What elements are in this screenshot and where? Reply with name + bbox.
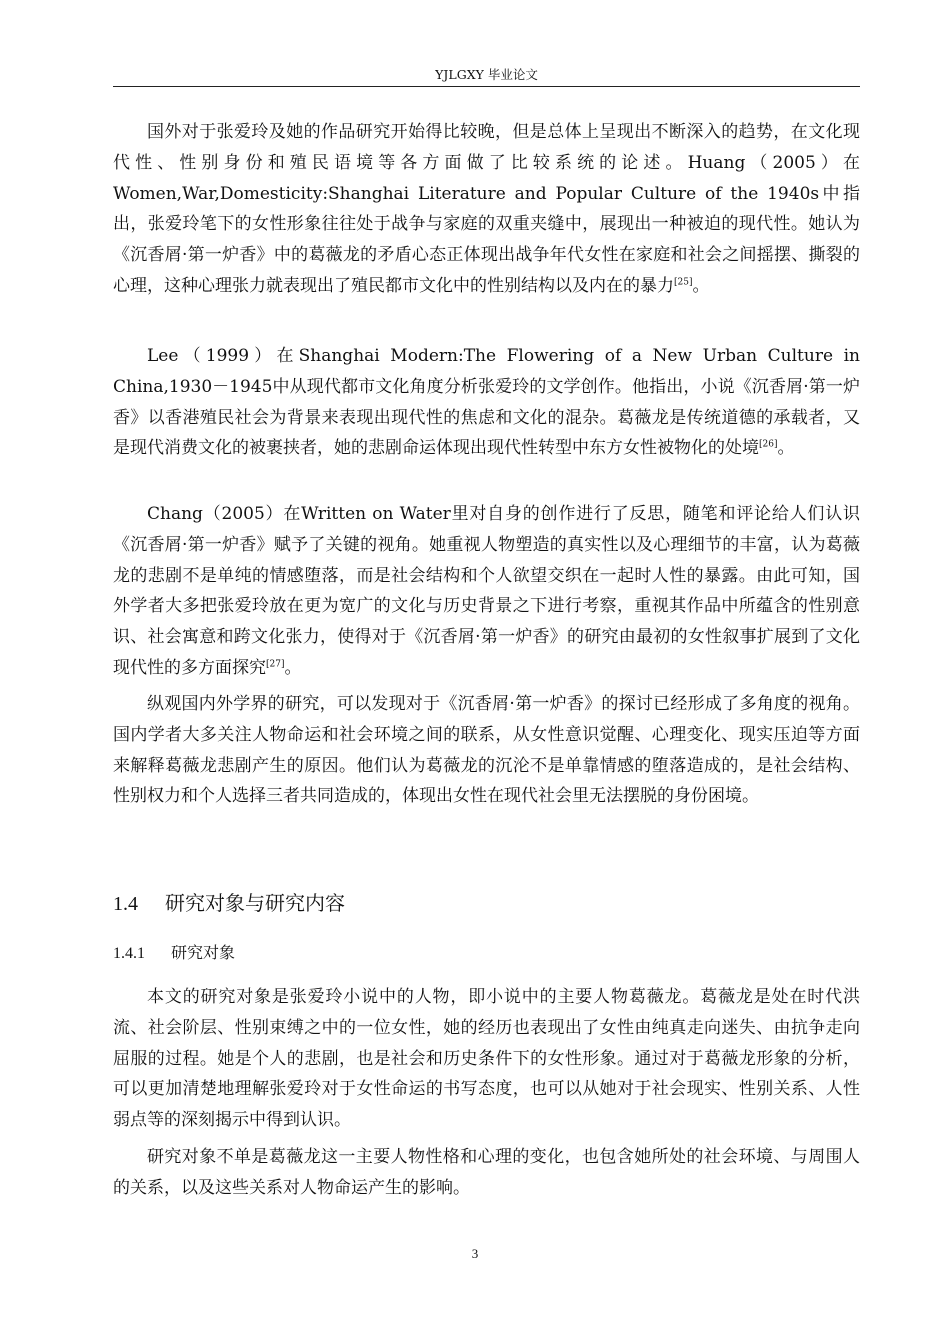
citation-25: [25]: [674, 277, 693, 288]
paragraph-end: 。: [284, 657, 302, 678]
section-heading: [113, 888, 345, 919]
paragraph-research-summary: [113, 689, 860, 812]
paragraph-text: 纵观国内外学界的研究，可以发现对于《沉香屑·第一炉香》的探讨已经形成了多角度的视角。国内学者大多关注人物命运和社会环境之间的联系，从女性意识觉醒、心理变化、现实压迫等方面来解释葛薇龙悲剧产生的原因。他们认为葛薇龙的沉沦不是单靠情感的堕落造成的，是社会结构、性别权力和个人选择三者共同造成的，体现出女性在现代社会里无法摆脱的身份困境。: [113, 694, 860, 807]
subsection-title: 研究对象: [171, 943, 236, 962]
subsection-number: 1.4.1: [113, 945, 145, 962]
running-header: YJLGXY 毕业论文: [435, 67, 538, 82]
paragraph-text: 研究对象不单是葛薇龙这一主要人物性格和心理的变化，也包含她所处的社会环境、与周围人的关系，以及这些关系对人物命运产生的影响。: [113, 1147, 860, 1198]
paragraph-text: Chang（2005）在Written on Water里对自身的创作进行了反思，随笔和评论给人们认识《沉香屑·第一炉香》赋予了关键的视角。她重视人物塑造的真实性以及心理细节的丰富，认为葛薇龙的悲剧不是单纯的情感堕落，而是社会结构和个人欲望交织在一起时人性的暴露。由此可知，国外学者大多把张爱玲放在更为宽广的文化与历史背景之下进行考察，重视其作品中所蕴含的性别意识、社会寓意和跨文化张力，使得对于《沉香屑·第一炉香》的研究由最初的女性叙事扩展到了文化现代性的多方面探究: [113, 504, 860, 678]
section-title: 研究对象与研究内容: [165, 891, 345, 915]
paragraph-foreign-research-chang: [113, 499, 860, 684]
paragraph-end: 。: [692, 275, 710, 296]
paragraph-end: 。: [777, 438, 795, 459]
paragraph-foreign-research-lee: [113, 341, 860, 464]
citation-26: [26]: [759, 439, 778, 450]
paragraph-text: Lee（1999）在Shanghai Modern:The Flowering of a New Urban Culture in China,1930－1945中从现代都市文化角度分析张爱玲的文学创作。他指出，小说《沉香屑·第一炉香》以香港殖民社会为背景来表现出现代性的焦虑和文化的混杂。葛薇龙是传统道德的承载者，又是现代消费文化的被裹挟者，她的悲剧命运体现出现代性转型中东方女性被物化的处境: [113, 346, 860, 459]
citation-27: [27]: [266, 659, 285, 670]
header-rule: [113, 86, 860, 87]
subsection-heading: [113, 940, 235, 967]
paragraph-research-scope: [113, 1142, 860, 1204]
paragraph-text: 本文的研究对象是张爱玲小说中的人物，即小说中的主要人物葛薇龙。葛薇龙是处在时代洪流、社会阶层、性别束缚之中的一位女性，她的经历也表现出了女性由纯真走向迷失、由抗争走向屈服的过程。她是个人的悲剧，也是社会和历史条件下的女性形象。通过对于葛薇龙形象的分析，可以更加清楚地理解张爱玲对于女性命运的书写态度，也可以从她对于社会现实、性别关系、人性弱点等的深刻揭示中得到认识。: [113, 987, 860, 1131]
page-number: 3: [471, 1246, 479, 1261]
paragraph-foreign-research-huang: [113, 117, 860, 302]
paragraph-research-object: [113, 982, 860, 1136]
paragraph-text: 国外对于张爱玲及她的作品研究开始得比较晚，但是总体上呈现出不断深入的趋势，在文化现代性、性别身份和殖民语境等各方面做了比较系统的论述。Huang（2005）在Women,War,Domesticity:Shanghai Literature and Popular Culture of the 1940s中指出，张爱玲笔下的女性形象往往处于战争与家庭的双重夹缝中，展现出一种被迫的现代性。她认为《沉香屑·第一炉香》中的葛薇龙的矛盾心态正体现出战争年代女性在家庭和社会之间摇摆、撕裂的心理，这种心理张力就表现出了殖民都市文化中的性别结构以及内在的暴力: [113, 122, 860, 296]
section-number: 1.4: [113, 893, 138, 915]
